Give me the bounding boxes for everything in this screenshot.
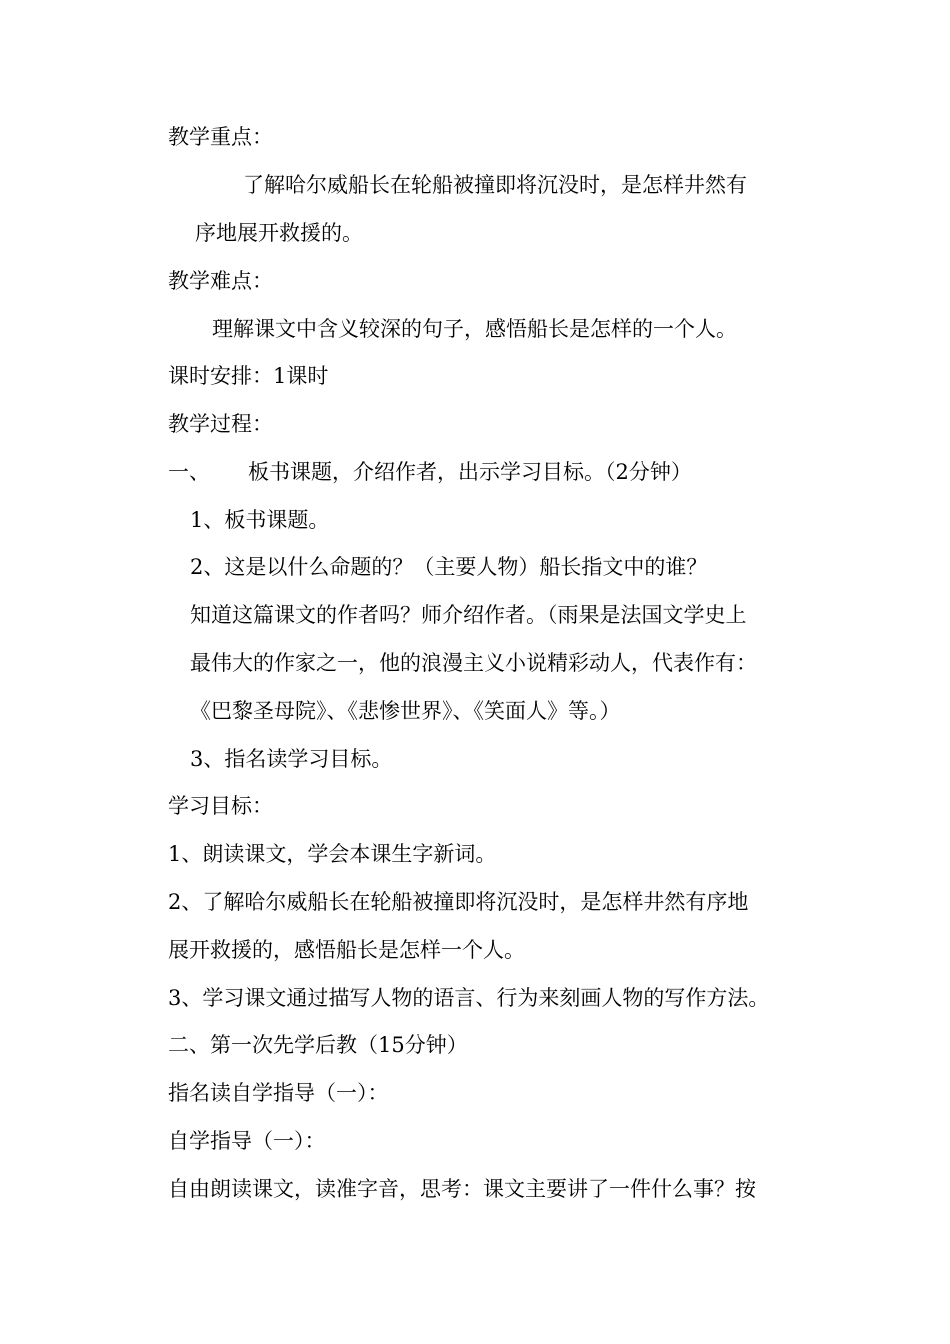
section-one-number: 一、 (168, 460, 210, 484)
heading-teaching-difficulty: 教学难点： (168, 269, 273, 293)
paragraph-focus-line-2: 序地展开救援的。 (195, 221, 363, 245)
goal-3: 3、学习课文通过描写人物的语言、行为来刻画人物的写作方法。 (168, 986, 770, 1010)
author-intro-line-3: 《巴黎圣母院》、《悲惨世界》、《笑面人》等。） (190, 699, 621, 723)
author-intro-line-2: 最伟大的作家之一，他的浪漫主义小说精彩动人，代表作有： (190, 651, 757, 675)
self-study-guide-text: 自由朗读课文，读准字音，思考：课文主要讲了一件什么事？按 (168, 1177, 756, 1201)
paragraph-difficulty: 理解课文中含义较深的句子，感悟船长是怎样的一个人。 (212, 317, 737, 341)
section-one-title: 板书课题，介绍作者，出示学习目标。（2分钟） (248, 460, 692, 484)
heading-teaching-process: 教学过程： (168, 412, 273, 436)
list-item-3: 3、指名读学习目标。 (190, 747, 393, 771)
goal-2-line-2: 展开救援的，感悟船长是怎样一个人。 (168, 938, 525, 962)
list-item-1: 1、板书课题。 (190, 508, 330, 532)
heading-teaching-focus: 教学重点： (168, 125, 273, 149)
goal-1: 1、朗读课文，学会本课生字新词。 (168, 842, 497, 866)
self-study-read-instruction: 指名读自学指导（一）： (168, 1081, 389, 1105)
heading-schedule: 课时安排：1课时 (168, 364, 329, 388)
section-two-title: 二、第一次先学后教（15分钟） (168, 1033, 468, 1057)
heading-learning-goals: 学习目标： (168, 794, 273, 818)
heading-self-study-guide: 自学指导（一）： (168, 1129, 326, 1153)
goal-2-line-1: 2、了解哈尔威船长在轮船被撞即将沉没时，是怎样井然有序地 (168, 890, 749, 914)
paragraph-focus-line-1: 了解哈尔威船长在轮船被撞即将沉没时，是怎样井然有 (243, 173, 747, 197)
author-intro-line-1: 知道这篇课文的作者吗？师介绍作者。（雨果是法国文学史上 (190, 603, 747, 627)
list-item-2: 2、这是以什么命题的？（主要人物）船长指文中的谁？ (190, 555, 708, 579)
